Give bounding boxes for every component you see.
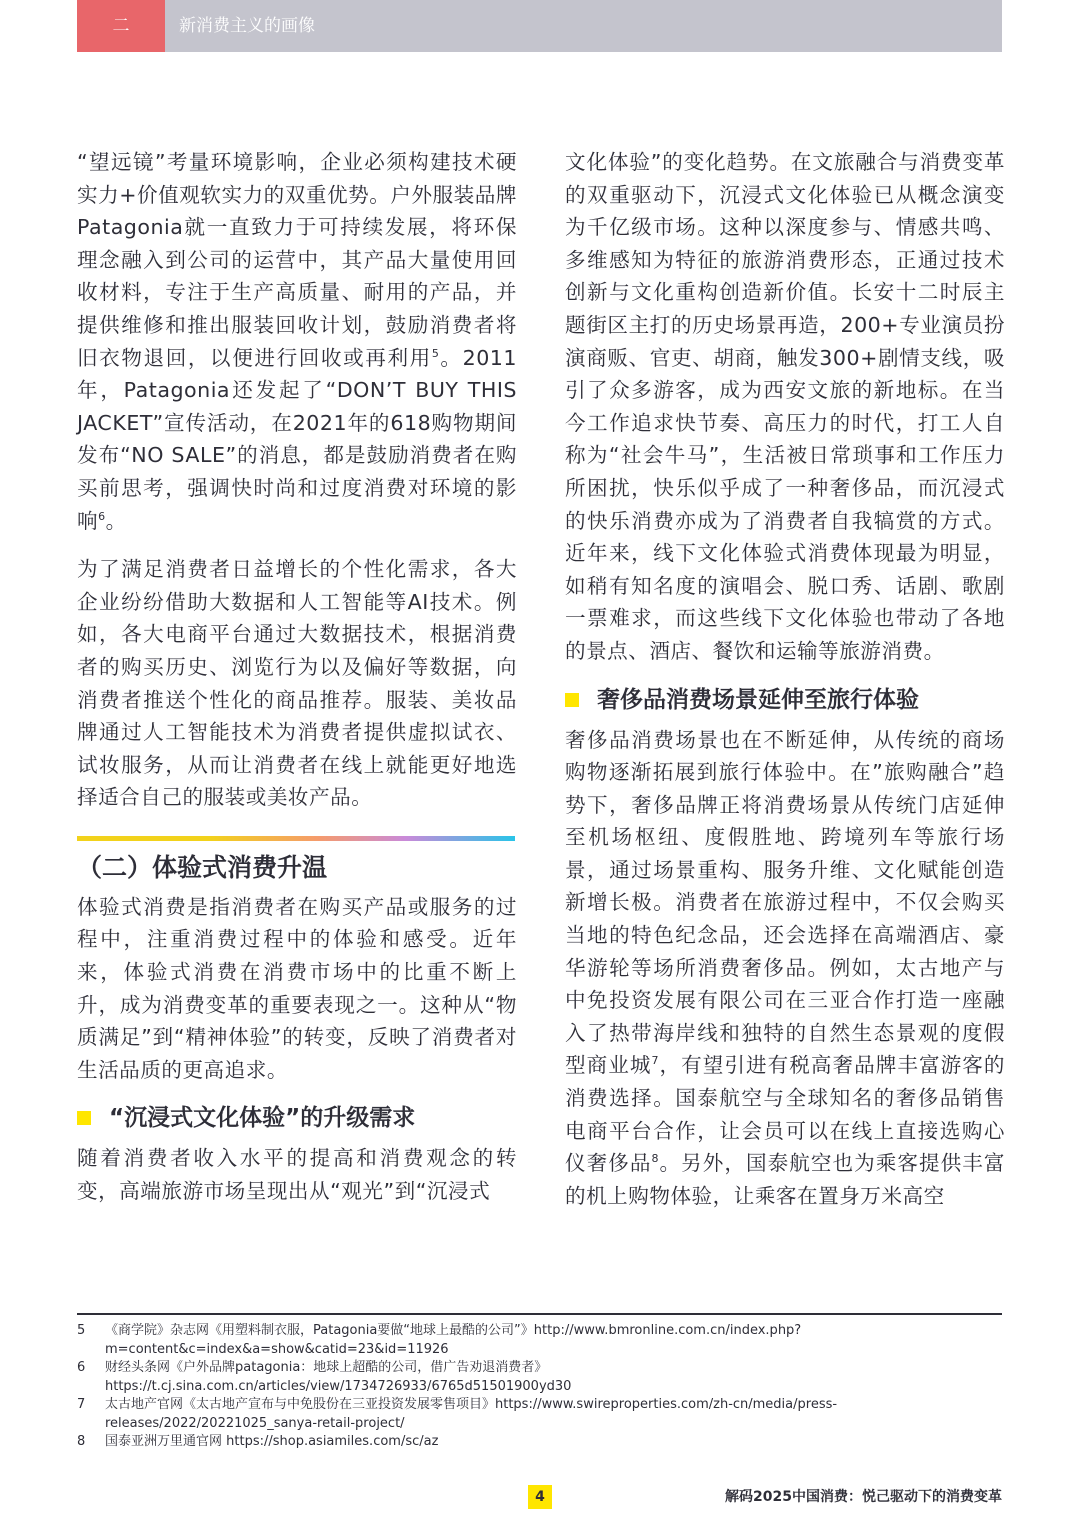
paragraph-personalization: 为了满足消费者日益增长的个性化需求，各大企业纷纷借助大数据和人工智能等AI技术。例如，各大电商平台通过大数据技术，根据消费者的购买历史、浏览行为以及偏好等数据，向消费者推送个性化的商品推荐。服装、美妆品牌通过人工智能技术为消费者提供虚拟试衣、试妆服务，从而让消费者在线上就能更好地选择适合自己的服装或美妆产品。 <box>77 557 517 810</box>
paragraph-patagonia <box>77 146 517 537</box>
footnote-text[interactable]: 《商学院》杂志网《用塑料制衣服，Patagonia要做“地球上最酷的公司”》http://www.bmronline.com.cn/index.php?m=content&c=index&a=show&catid=23&id=11926 <box>105 1323 802 1357</box>
right-column <box>565 146 1005 1212</box>
document-title: 解码2025中国消费：悦己驱动下的消费变革 <box>725 1489 1002 1505</box>
footnote-number: 5 <box>77 1323 86 1338</box>
footnote-item <box>77 1322 1002 1359</box>
footnotes <box>77 1322 1002 1452</box>
footnote-item <box>77 1396 1002 1433</box>
footnote-number: 7 <box>77 1397 86 1412</box>
page-number: 4 <box>528 1485 552 1509</box>
footnote-number: 6 <box>77 1360 86 1375</box>
section-heading: （二）体验式消费升温 <box>77 852 328 882</box>
paragraph-immersive-cont: 文化体验”的变化趋势。在文旅融合与消费变革的双重驱动下，沉浸式文化体验已从概念演变为千亿级市场。这种以深度参与、情感共鸣、多维感知为特征的旅游消费形态，正通过技术创新与文化重构创造新价值。长安十二时辰主题街区主打的历史场景再造，200+专业演员扮演商贩、官吏、胡商，触发300+剧情支线，吸引了众多游客，成为西安文旅的新地标。在当今工作追求快节奏、高压力的时代，打工人自称为“社会牛马”，生活被日常琐事和工作压力所困扰，快乐似乎成了一种奢侈品，而沉浸式的快乐消费亦成为了消费者自我犒赏的方式。近年来，线下文化体验式消费体现最为明显，如稍有知名度的演唱会、脱口秀、话剧、歌剧一票难求，而这些线下文化体验也带动了各地的景点、酒店、餐饮和运输等旅游消费。 <box>565 150 1005 663</box>
yellow-square-bullet-icon <box>565 693 579 707</box>
paragraph-text: 奢侈品消费场景也在不断延伸，从传统的商场购物逐渐拓展到旅行体验中。在”旅购融合”趋势下，奢侈品牌正将消费场景从传统门店延伸至机场枢纽、度假胜地、跨境列车等旅行场景，通过场景重构、服务升维、文化赋能创造新增长极。消费者在旅游过程中，不仅会购买当地的特色纪念品，还会选择在高端酒店、豪华游轮等场所消费奢侈品。例如，太古地产与中免投资发展有限公司在三亚合作打造一座融入了热带海岸线和独特的自然生态景观的度假型商业城 <box>565 727 1005 1078</box>
chapter-number: 二 <box>77 0 165 52</box>
chapter-title: 新消费主义的画像 <box>179 16 315 36</box>
yellow-square-bullet-icon <box>77 1111 91 1125</box>
footnote-number: 8 <box>77 1434 86 1449</box>
paragraph-text: 。2011年，Patagonia还发起了“DON’T BUY THIS JACKET”宣传活动，在2021年的618购物期间发布“NO SALE”的消息，都是鼓励消费者在购买前思考，强调快时尚和过度消费对环境的影响 <box>77 345 517 533</box>
section-gradient-rule <box>77 836 515 841</box>
footnote-divider <box>77 1313 1002 1315</box>
chapter-header-bar <box>77 0 1002 52</box>
paragraph-text: 。另外，国泰航空也为乘客提供丰富的机上购物体验，让乘客在置身万米高空 <box>565 1151 1005 1208</box>
footnote-ref-7[interactable]: 7 <box>651 1054 659 1068</box>
paragraph-text: “望远镜”考量环境影响，企业必须构建技术硬实力+价值观软实力的双重优势。户外服装品牌Patagonia就一直致力于可持续发展，将环保理念融入到公司的运营中，其产品大量使用回收材料，专注于生产高质量、耐用的产品，并提供维修和推出服装回收计划，鼓励消费者将旧衣物退回，以便进行回收或再利用 <box>77 150 517 370</box>
subheading-text: “沉浸式文化体验”的升级需求 <box>109 1105 416 1132</box>
paragraph-luxury <box>565 724 1005 1213</box>
subheading-immersive <box>77 1100 517 1136</box>
subheading-luxury <box>565 682 1005 718</box>
paragraph-experiential: 体验式消费是指消费者在购买产品或服务的过程中，注重消费过程中的体验和感受。近年来，体验式消费在消费市场中的比重不断上升，成为消费变革的重要表现之一。这种从“物质满足”到“精神体验”的转变，反映了消费者对生活品质的更高追求。 <box>77 894 517 1082</box>
footnote-ref-5[interactable]: 5 <box>431 346 440 360</box>
footnote-item <box>77 1359 1002 1396</box>
paragraph-text: 。 <box>105 508 127 533</box>
paragraph-gap <box>77 537 517 553</box>
left-column <box>77 146 517 1208</box>
paragraph-text: ，有望引进有税高奢品牌丰富游客的消费选择。国泰航空与全球知名的奢侈品销售电商平台合作，让会员可以在线上直接选购心仪奢侈品 <box>565 1053 1005 1176</box>
footnote-text[interactable]: 太古地产官网《太古地产宣布与中免股份在三亚投资发展零售项目》https://www.swireproperties.com/zh-cn/media/press-releases/2022/20221025_sanya-retail-project/ <box>105 1397 838 1431</box>
paragraph-immersive-start: 随着消费者收入水平的提高和消费观念的转变，高端旅游市场呈现出从“观光”到“沉浸式 <box>77 1146 517 1204</box>
footnote-ref-8[interactable]: 8 <box>651 1152 659 1166</box>
subheading-text: 奢侈品消费场景延伸至旅行体验 <box>597 686 919 713</box>
footnote-ref-6[interactable]: 6 <box>98 509 106 523</box>
footnote-text[interactable]: 国泰亚洲万里通官网 https://shop.asiamiles.com/sc/az <box>105 1434 439 1449</box>
footnote-item <box>77 1433 1002 1452</box>
footnote-text[interactable]: 财经头条网《户外品牌patagonia：地球上超酷的公司，借广告劝退消费者》https://t.cj.sina.com.cn/articles/view/1734726933/6765d51501900yd30 <box>105 1360 572 1394</box>
